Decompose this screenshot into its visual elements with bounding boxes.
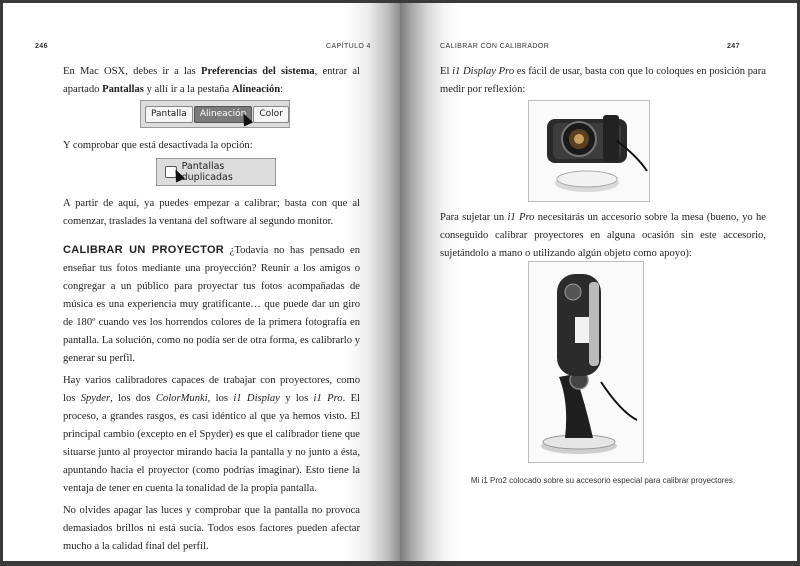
photo-i1-display-pro bbox=[528, 100, 650, 202]
display-tabs-screenshot bbox=[140, 100, 290, 128]
right-page bbox=[400, 3, 797, 561]
colorimeter-illustration bbox=[529, 101, 649, 201]
left-paragraph-2: Y comprobar que está desactivada la opción: bbox=[63, 140, 253, 151]
left-paragraph-1: En Mac OSX, debes ir a las Preferencias del sistema, entrar al apartado Pantallas y allí ir a la pestaña Alineación: bbox=[63, 66, 360, 95]
left-paragraph-6: No olvides apagar las luces y comprobar que la pantalla no provoca demasiados brillos ni está sucia. Todos esos factores pueden afectar mucho a la calidad final del perfil. bbox=[63, 505, 360, 552]
checkbox-label: Pantallas duplicadas bbox=[181, 161, 233, 183]
page-number-right: 247 bbox=[727, 43, 740, 50]
left-section bbox=[63, 241, 360, 560]
tab-pantalla[interactable]: Pantalla bbox=[145, 106, 193, 123]
photo-i1-pro2-stand bbox=[528, 261, 644, 463]
photo-caption: Mi i1 Pro2 colocado sobre su accesorio especial para calibrar proyectores. bbox=[470, 476, 736, 485]
left-paragraph-5: Hay varios calibradores capaces de trabajar con proyectores, como los Spyder, los dos ColorMunki, los i1 Display y los i1 Pro. El proceso, a grandes rasgos, es casi idéntico al que ya hemos visto. El principal cambio (excepto en el Spyder) es que el calibrador tiene que situarse junto al proyector mirando hacia la pantalla y no junto a ésta, apuntando hacia el proyector (como podrías imaginar). Esto tiene la ventaja de tener en cuenta la tonalidad de la propia pantalla. bbox=[63, 375, 361, 494]
right-paragraph-2: Para sujetar un i1 Pro necesitarás un accesorio sobre la mesa (bueno, yo he conseguido calibrar proyectores en alguna ocasión sin este accesorio, sujetándolo a mano o utilizando algún objeto como apoyo): bbox=[440, 212, 766, 259]
left-paragraph-3: A partir de aquí, ya puedes empezar a calibrar; basta con que al comenzar, traslades la ventana del software al segundo monitor. bbox=[63, 198, 360, 227]
left-page bbox=[3, 3, 400, 561]
tab-color[interactable]: Color bbox=[253, 106, 289, 123]
running-header-right: CALIBRAR CON CALIBRADOR bbox=[440, 43, 550, 50]
book-spread bbox=[3, 3, 797, 561]
tab-alineacion[interactable]: Alineación bbox=[194, 106, 253, 123]
right-paragraph-1: El i1 Display Pro es fácil de usar, basta con que lo coloques en posición para medir por reflexión: bbox=[440, 66, 766, 95]
section-paragraph: CALIBRAR UN PROYECTOR ¿Todavía no has pensado en enseñar tus fotos mediante una proyección? Reunir a los amigos o congregar a un público para proyectar tus fotos acompañadas de música es una experiencia muy gratificante… que puede dar un giro de 180º cuando ves los horrendos colores de la primera fotografía en pantalla. La solución, como no podía ser de otra forma, es calibrarlo y generar su perfil. bbox=[63, 244, 361, 364]
spectrophotometer-illustration bbox=[529, 262, 643, 462]
section-heading: CALIBRAR UN PROYECTOR bbox=[63, 244, 225, 256]
page-number-left: 246 bbox=[35, 43, 48, 50]
running-header-left: CAPÍTULO 4 bbox=[326, 43, 371, 50]
